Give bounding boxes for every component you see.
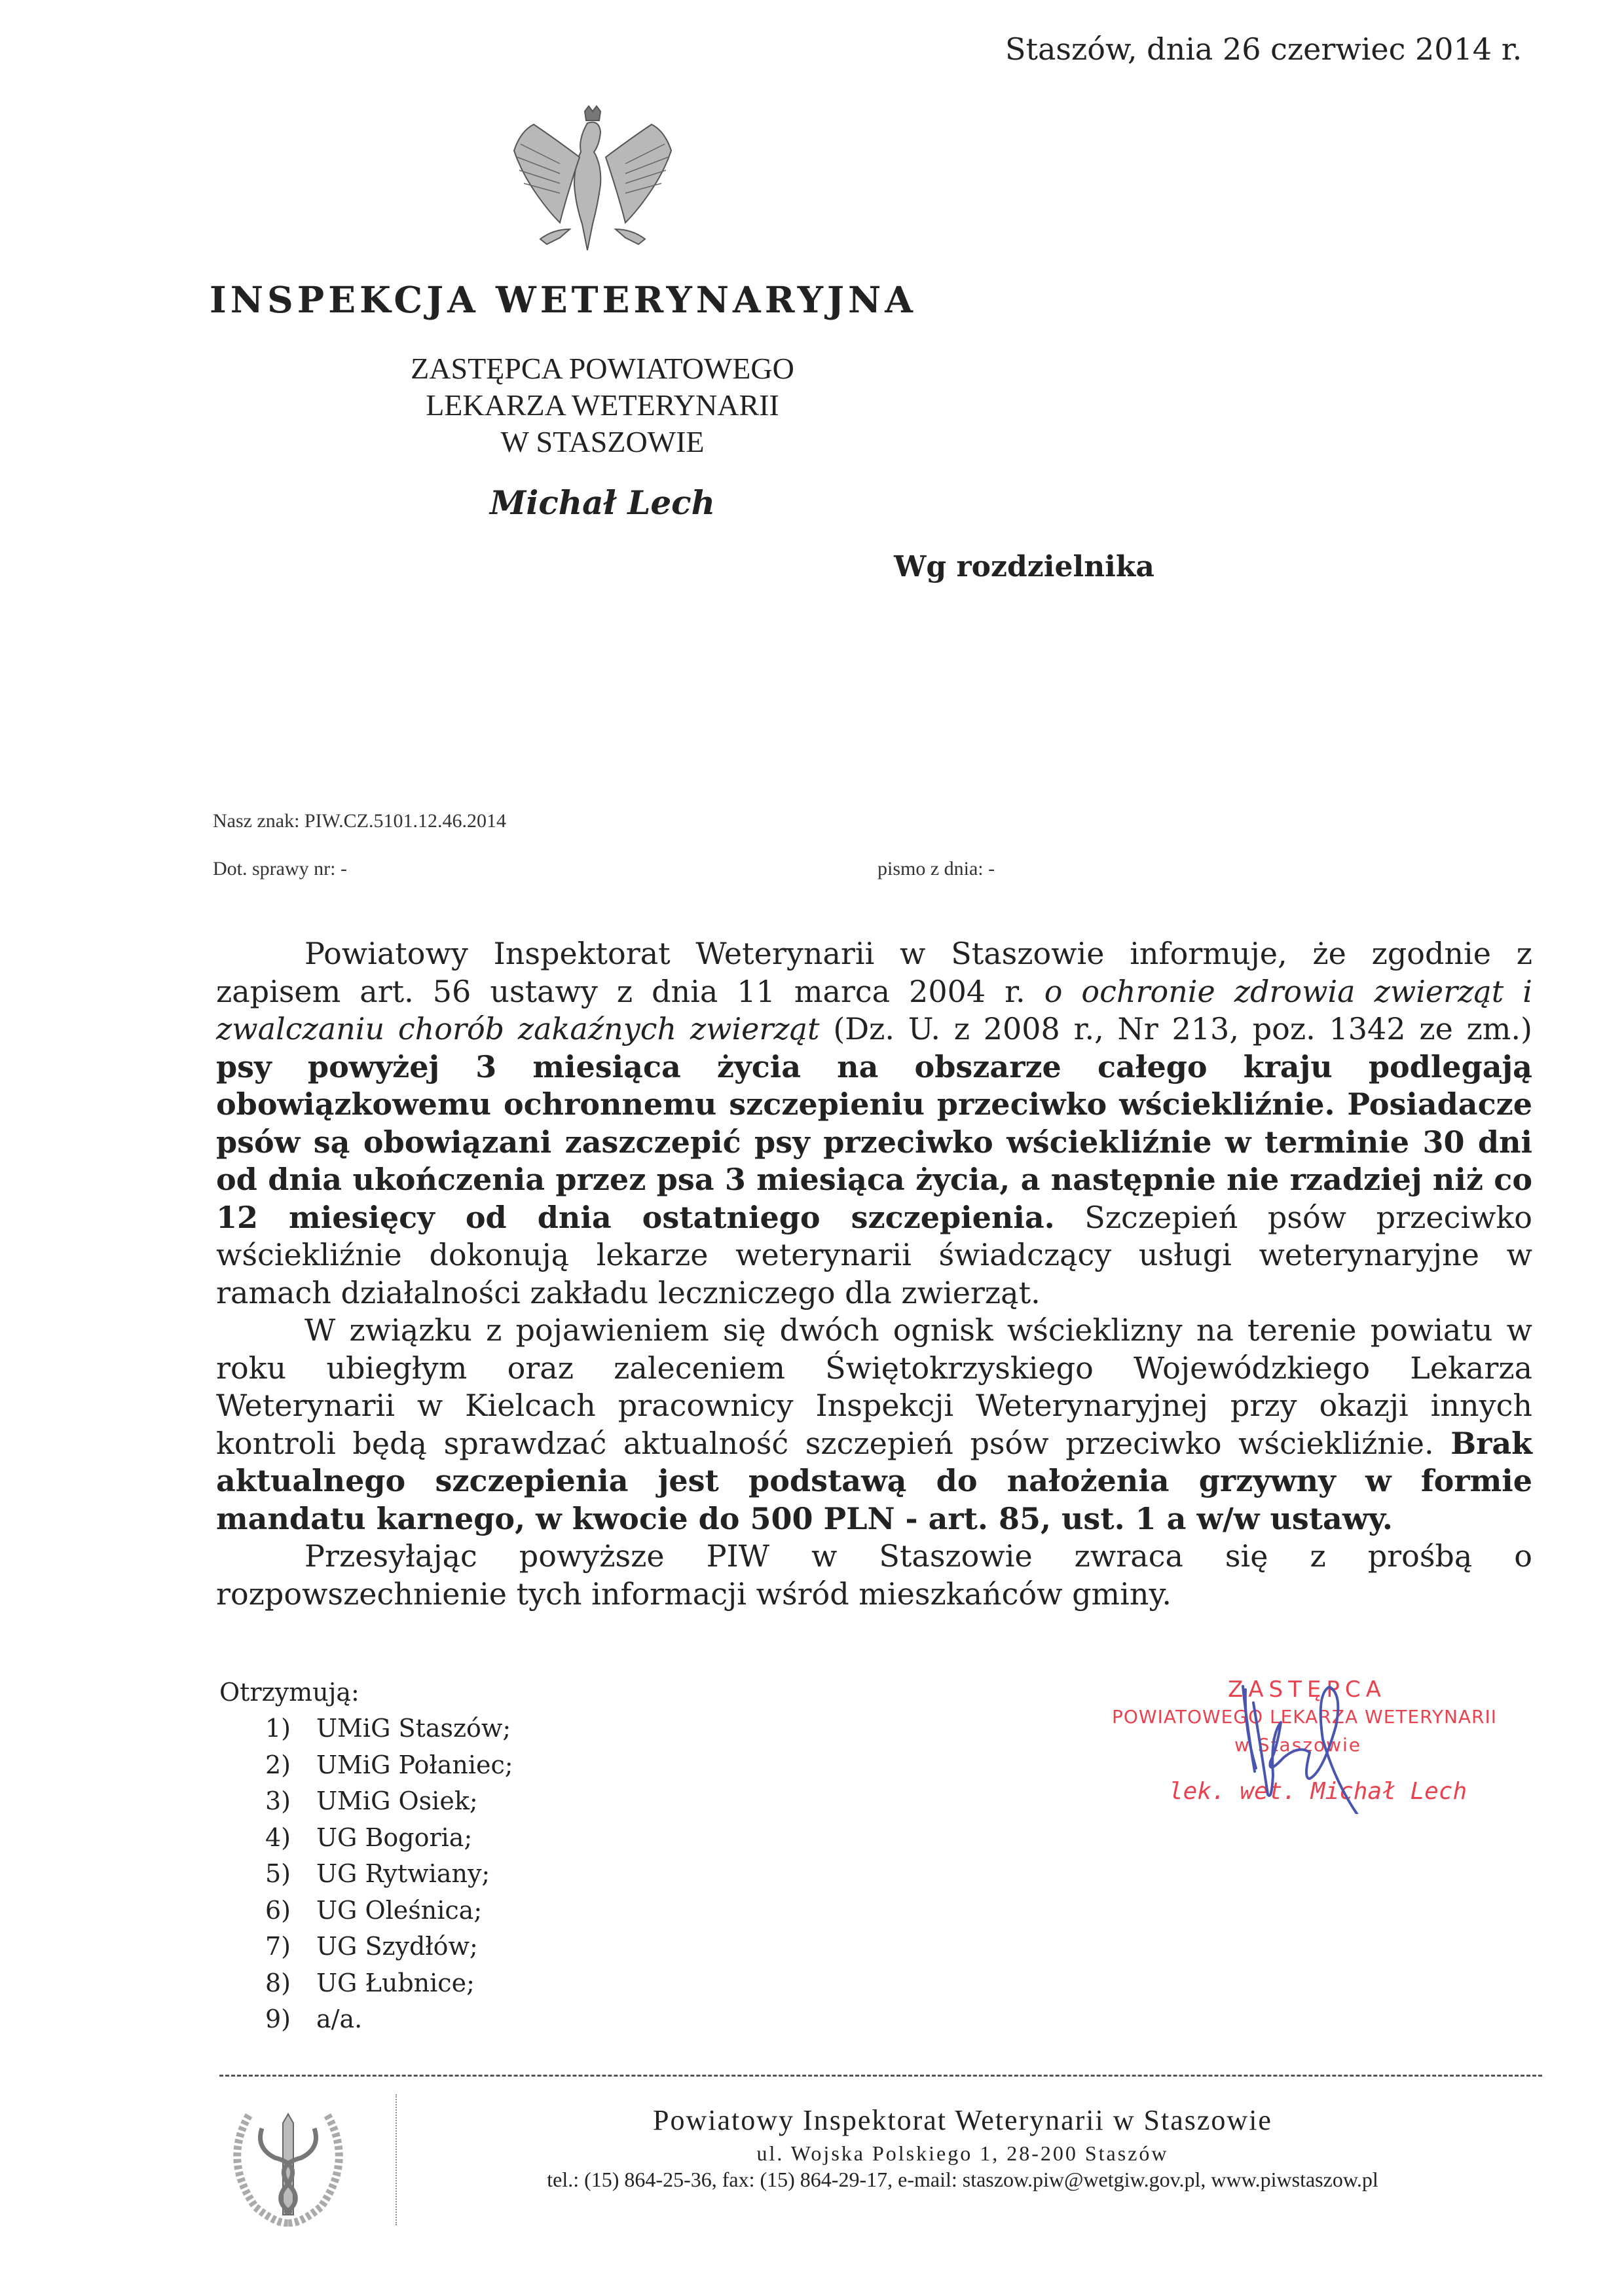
recipients-title: Otrzymują: (219, 1678, 360, 1707)
institution-name: INSPEKCJA WETERYNARYJNA (210, 278, 917, 321)
item-name: UMiG Połaniec; (316, 1750, 513, 1779)
paragraph-3: Przesyłając powyższe PIW w Staszowie zwraca się z prośbą o rozpowszechnienie tych informacji wśród mieszkańców gminy. (216, 1538, 1532, 1612)
deputy-name: Michał Lech (490, 483, 715, 522)
item-name: UMiG Staszów; (316, 1714, 511, 1743)
footer-institution-name: Powiatowy Inspektorat Weterynarii w Staszowie (653, 2104, 1272, 2136)
p2-text: W związku z pojawieniem się dwóch ognisk wścieklizny na terenie powiatu w roku ubiegłym oraz zaleceniem Świętokrzyskiego Wojewódzkiego Lekarza Weterynarii w Kielcach pracownicy Inspekcji Weterynaryjnej przy okazji innych kontroli będą sprawdzać aktualność szczepień psów przeciwko wściekliźnie. (216, 1312, 1532, 1461)
stamp-line: lek. wet. Michał Lech (1169, 1778, 1467, 1805)
item-number: 2) (265, 1750, 291, 1779)
footer-divider-line (219, 2075, 1542, 2077)
stamp-line: POWIATOWEGO LEKARZA WETERYNARII (1112, 1706, 1498, 1728)
deputy-title-line: ZASTĘPCA POWIATOWEGO (411, 352, 794, 385)
item-number: 1) (265, 1714, 291, 1743)
paragraph-2 (216, 1312, 1532, 1538)
act-title: o ochronie zdrowia zwierząt i zwalczaniu chorób zakaźnych zwierząt (216, 973, 1532, 1046)
handwritten-signature-icon (1231, 1676, 1382, 1814)
list-item (265, 2001, 513, 2038)
item-name: UMiG Osiek; (316, 1787, 478, 1815)
list-item (265, 1856, 513, 1893)
deputy-title-line: W STASZOWIE (500, 425, 705, 458)
case-number: Dot. sprawy nr: - (213, 858, 347, 880)
item-name: UG Szydłów; (316, 1932, 478, 1961)
item-number: 5) (265, 1859, 291, 1888)
p2-penalty: Brak aktualnego szczepienia jest podstawą do nałożenia grzywny w formie mandatu karnego, w kwocie do 500 PLN - art. 85, ust. 1 a w/w ustawy. (216, 1425, 1532, 1536)
letter-date: pismo z dnia: - (877, 858, 995, 880)
list-item (265, 1783, 513, 1820)
item-number: 3) (265, 1787, 291, 1815)
item-name: UG Bogoria; (316, 1823, 473, 1852)
list-item (265, 1820, 513, 1857)
list-item (265, 1747, 513, 1784)
caduceus-emblem-icon (223, 2096, 354, 2227)
stamp-line: w Staszowie (1234, 1734, 1362, 1756)
p1-vaccination-requirement: psy powyżej 3 miesiąca życia na obszarze całego kraju podlegają obowiązkowemu ochronnemu szczepieniu przeciwko wściekliźnie. Posiadacze psów są obowiązani zaszczepić psy przeciwko wściekliźnie w terminie 30 dni od dnia ukończenia przez psa 3 miesiąca życia, a następnie nie rzadziej niż co 12 miesięcy od dnia ostatniego szczepienia. (216, 1048, 1532, 1235)
deputy-title-line: LEKARZA WETERYNARII (426, 388, 779, 422)
p1-tail: Szczepień psów przeciwko wściekliźnie dokonują lekarze weterynarii świadczący usługi weterynaryjne w ramach działalności zakładu leczniczego dla zwierząt. (216, 1199, 1532, 1310)
footer-contact: tel.: (15) 864-25-36, fax: (15) 864-29-17, e-mail: staszow.piw@wetgiw.gov.pl, www.piwstaszow.pl (547, 2168, 1378, 2191)
item-name: UG Rytwiany; (316, 1859, 490, 1888)
item-number: 7) (265, 1932, 291, 1961)
item-number: 9) (265, 2005, 291, 2033)
item-name: UG Łubnice; (316, 1968, 475, 1997)
place-date: Staszów, dnia 26 czerwiec 2014 r. (1005, 31, 1522, 67)
letter-body (216, 935, 1532, 1613)
paragraph-1 (216, 935, 1532, 1312)
footer-address: ul. Wojska Polskiego 1, 28-200 Staszów (756, 2141, 1169, 2165)
item-number: 6) (265, 1895, 291, 1925)
list-item (265, 1711, 513, 1747)
list-item (265, 1893, 513, 1929)
addressee: Wg rozdzielnika (894, 550, 1154, 583)
list-item (265, 1929, 513, 1965)
item-number: 4) (265, 1823, 291, 1852)
footer-vertical-divider (396, 2094, 397, 2225)
p1-intro: Powiatowy Inspektorat Weterynarii w Staszowie informuje, że zgodnie z zapisem art. 56 ustawy z dnia 11 marca 2004 r. (216, 936, 1532, 1009)
recipients-list (265, 1711, 513, 2038)
deputy-title (341, 350, 864, 460)
stamp-line: ZASTĘPCA (1228, 1676, 1386, 1703)
polish-eagle-emblem-icon (494, 105, 691, 268)
item-number: 8) (265, 1968, 291, 1997)
list-item (265, 1965, 513, 2002)
item-name: a/a. (316, 2005, 363, 2033)
our-reference: Nasz znak: PIW.CZ.5101.12.46.2014 (213, 810, 507, 832)
item-name: UG Oleśnica; (316, 1895, 483, 1925)
p1-citation: (Dz. U. z 2008 r., Nr 213, poz. 1342 ze zm.) (819, 1011, 1532, 1046)
